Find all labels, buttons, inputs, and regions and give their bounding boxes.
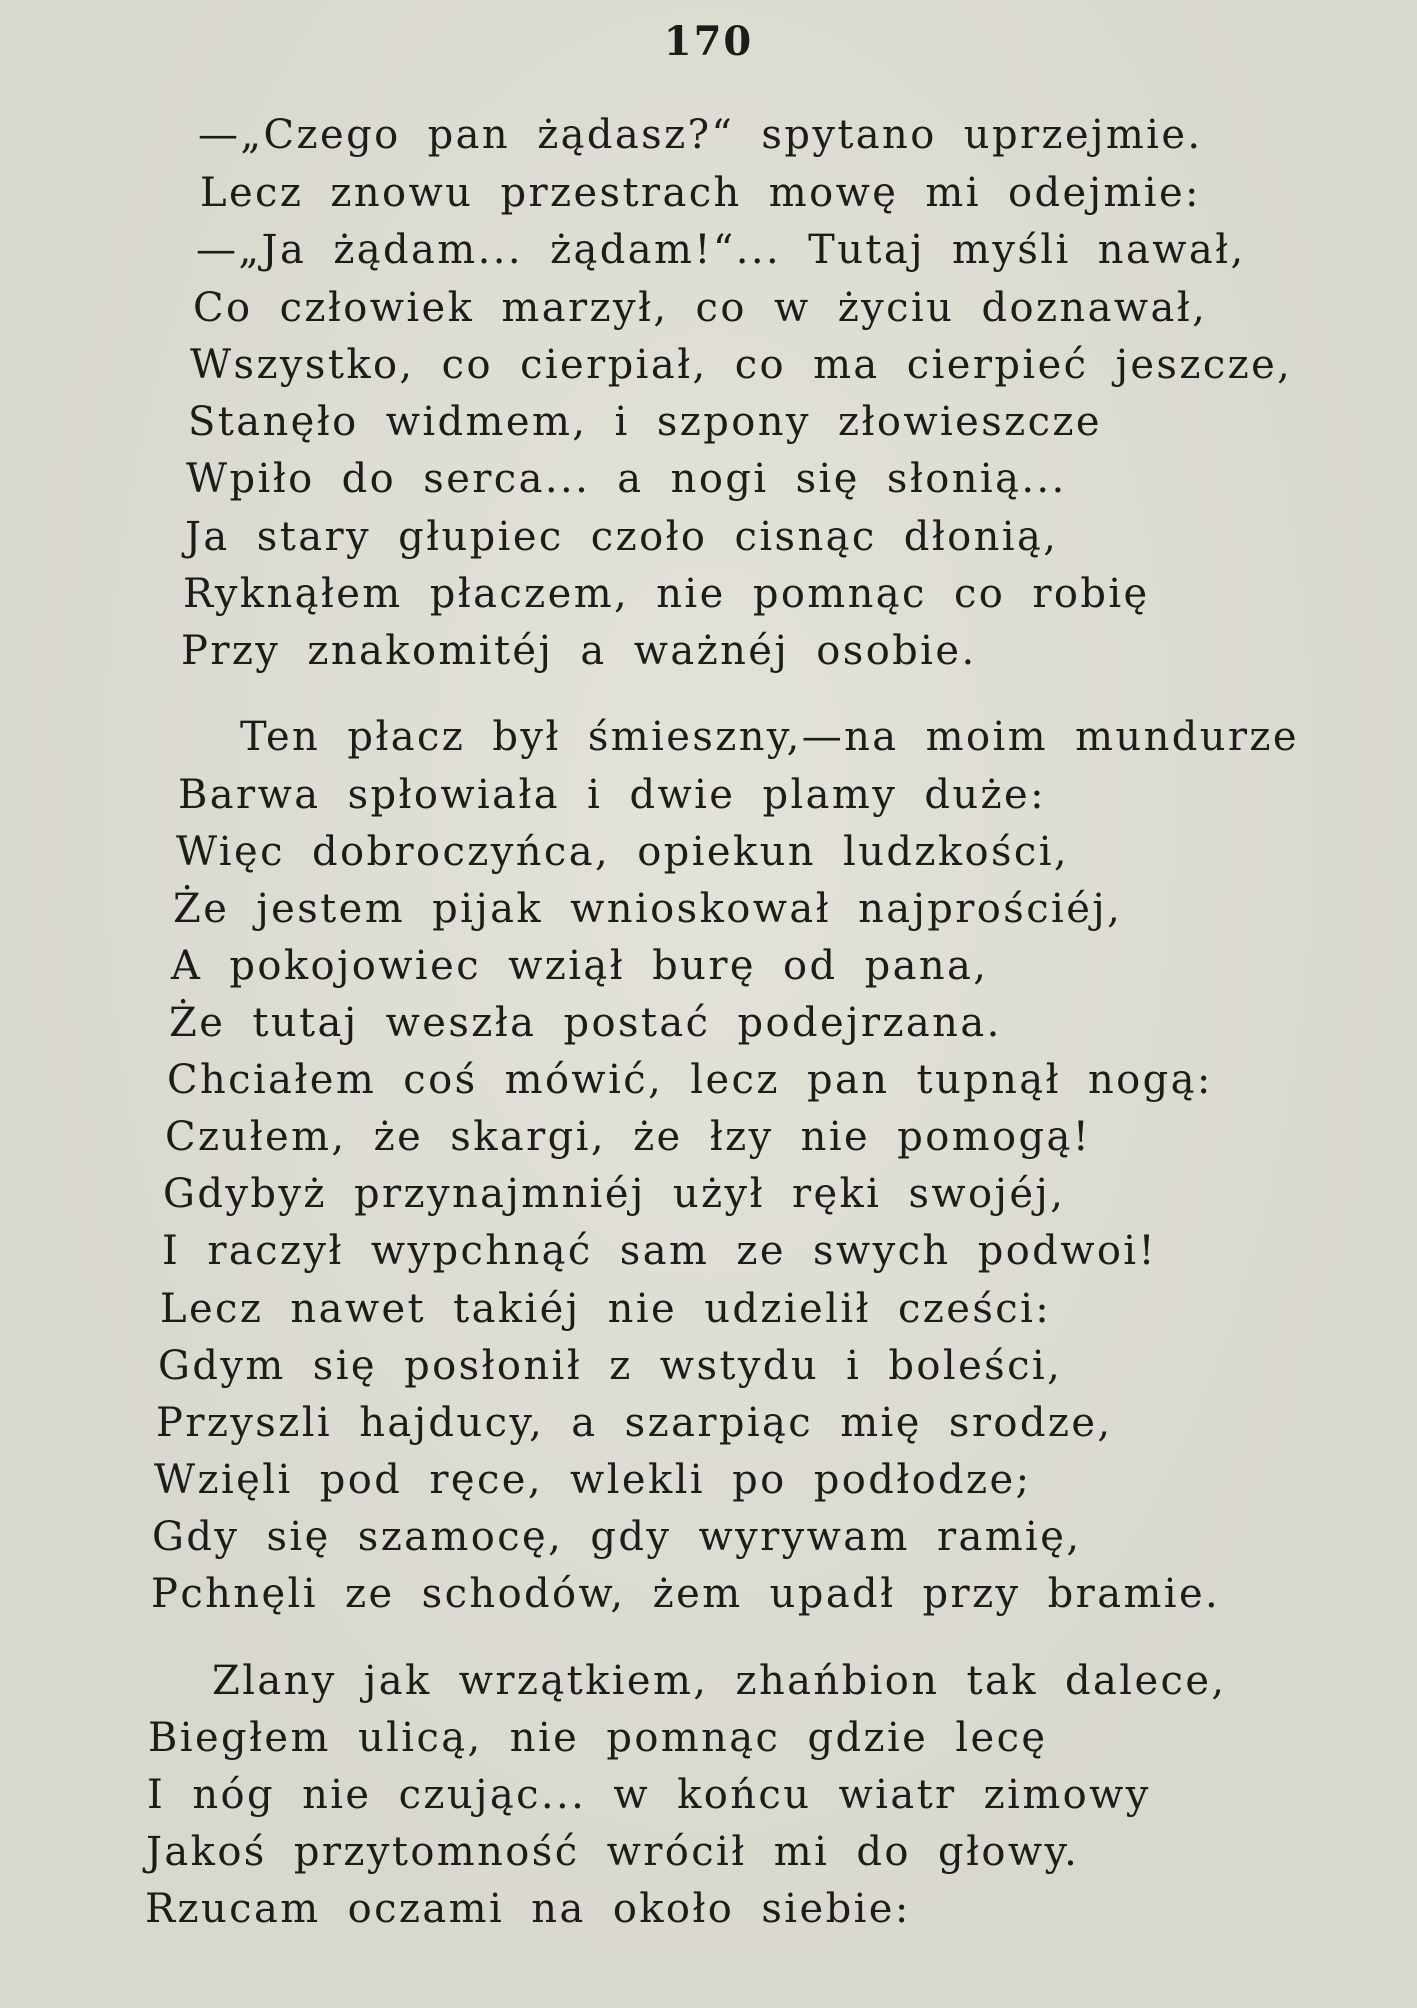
verse-line: Gdy się szamocę, gdy wyrywam ramię, bbox=[152, 1514, 1082, 1560]
verse-line: Barwa spłowiała i dwie plamy duże: bbox=[178, 772, 1046, 818]
verse-line: Że jestem pijak wnioskował najprościéj, bbox=[173, 886, 1123, 932]
verse-line: Biegłem ulicą, nie pomnąc gdzie lecę bbox=[148, 1715, 1048, 1761]
verse-line: Wpiło do serca... a nogi się słonią... bbox=[186, 456, 1067, 502]
verse-line: A pokojowiec wziął burę od pana, bbox=[171, 943, 989, 989]
verse-line: Zlany jak wrzątkiem, zhańbion tak dalece, bbox=[212, 1658, 1227, 1704]
verse-line: I nóg nie czując... w końcu wiatr zimowy bbox=[147, 1772, 1151, 1818]
verse-line: Jakoś przytomność wrócił mi do głowy. bbox=[146, 1829, 1080, 1875]
verse-line: Rzucam oczami na około siebie: bbox=[145, 1886, 911, 1932]
verse-line: Pchnęli ze schodów, żem upadł przy bramie. bbox=[151, 1571, 1221, 1617]
verse-line: Ryknąłem płaczem, nie pomnąc co robię bbox=[183, 571, 1150, 617]
verse-line: Lecz nawet takiéj nie udzielił cześci: bbox=[160, 1286, 1052, 1332]
verse-line: Chciałem coś mówić, lecz pan tupnął nogą: bbox=[167, 1057, 1213, 1103]
verse-line: Czułem, że skargi, że łzy nie pomogą! bbox=[165, 1114, 1092, 1160]
verse-line: Ja stary głupiec czoło cisnąc dłonią, bbox=[185, 514, 1059, 560]
verse-line: Lecz znowu przestrach mowę mi odejmie: bbox=[200, 170, 1201, 216]
verse-line: Że tutaj weszła postać podejrzana. bbox=[169, 1000, 1002, 1046]
verse-line: Przy znakomitéj a ważnéj osobie. bbox=[181, 628, 977, 674]
verse-line: Więc dobroczyńca, opiekun ludzkości, bbox=[176, 829, 1070, 875]
verse-line: Co człowiek marzył, co w życiu doznawał, bbox=[193, 285, 1208, 331]
verse-line: Przyszli hajducy, a szarpiąc mię srodze, bbox=[156, 1400, 1113, 1446]
verse-line: Gdym się posłonił z wstydu i boleści, bbox=[158, 1343, 1063, 1389]
verse-line: —„Ja żądam... żądam!“... Tutaj myśli nawał, bbox=[196, 227, 1246, 273]
page-number: 170 bbox=[663, 18, 754, 65]
verse-line: Ten płacz był śmieszny,—na moim mundurze bbox=[240, 714, 1299, 760]
verse-line: —„Czego pan żądasz?“ spytano uprzejmie. bbox=[198, 112, 1203, 158]
verse-line: Wszystko, co cierpiał, co ma cierpieć jeszcze, bbox=[190, 342, 1293, 388]
verse-line: Stanęło widmem, i szpony złowieszcze bbox=[188, 399, 1102, 445]
verse-line: Wzięli pod ręce, wlekli po podłodze; bbox=[154, 1457, 1032, 1503]
verse-line: Gdybyż przynajmniéj użył ręki swojéj, bbox=[163, 1171, 1066, 1217]
verse-line: I raczył wypchnąć sam ze swych podwoi! bbox=[162, 1228, 1157, 1274]
